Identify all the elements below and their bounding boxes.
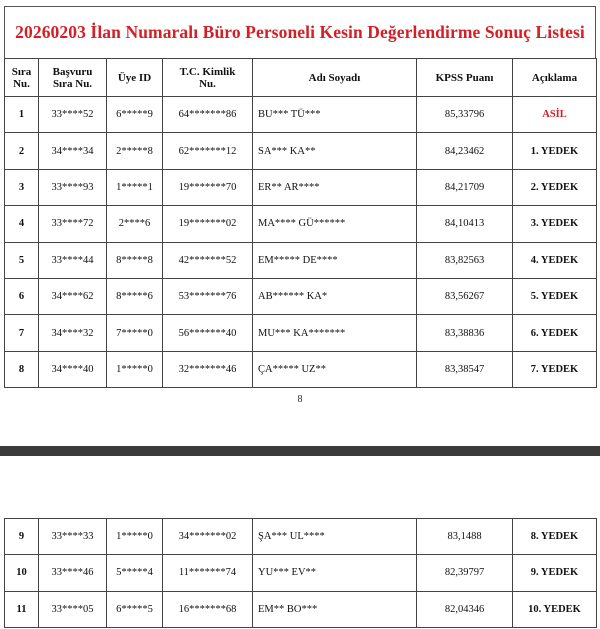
row-basvuru: 34****34 (39, 133, 107, 169)
row-kpss: 83,38836 (417, 315, 513, 351)
row-status: 4. YEDEK (513, 242, 597, 278)
row-uye-id: 6*****9 (107, 97, 163, 133)
row-tc: 19*******02 (163, 206, 253, 242)
row-tc: 64*******86 (163, 97, 253, 133)
row-basvuru: 33****93 (39, 169, 107, 205)
row-number: 7 (5, 315, 39, 351)
header-aciklama: Açıklama (513, 59, 597, 97)
table-header-row (5, 59, 597, 97)
page-number: 8 (297, 394, 303, 405)
document-page-2 (0, 456, 600, 629)
header-sira: Sıra Nu. (5, 59, 39, 97)
row-status: ASİL (513, 97, 597, 133)
row-kpss: 83,38547 (417, 351, 513, 387)
row-basvuru: 33****46 (39, 555, 107, 591)
table-row (5, 97, 597, 133)
row-name: ER** AR**** (253, 169, 417, 205)
row-kpss: 84,10413 (417, 206, 513, 242)
row-status: 3. YEDEK (513, 206, 597, 242)
row-kpss: 82,39797 (417, 555, 513, 591)
row-tc: 42*******52 (163, 242, 253, 278)
table-row (5, 555, 597, 591)
row-status: 10. YEDEK (513, 591, 597, 627)
row-number: 5 (5, 242, 39, 278)
row-kpss: 84,23462 (417, 133, 513, 169)
row-uye-id: 1*****1 (107, 169, 163, 205)
page-title: 20260203 İlan Numaralı Büro Personeli Kesin Değerlendirme Sonuç Listesi (15, 22, 585, 42)
row-status: 9. YEDEK (513, 555, 597, 591)
table-row (5, 206, 597, 242)
row-tc: 34*******02 (163, 519, 253, 555)
row-number: 3 (5, 169, 39, 205)
header-kpss: KPSS Puanı (417, 59, 513, 97)
row-status: 1. YEDEK (513, 133, 597, 169)
row-kpss: 85,33796 (417, 97, 513, 133)
row-number: 1 (5, 97, 39, 133)
row-tc: 62*******12 (163, 133, 253, 169)
results-table-continued (4, 518, 597, 628)
row-basvuru: 33****52 (39, 97, 107, 133)
row-name: MA**** GÜ****** (253, 206, 417, 242)
page-separator (0, 446, 600, 456)
row-uye-id: 8*****6 (107, 278, 163, 314)
row-uye-id: 1*****0 (107, 351, 163, 387)
header-ad-soyad: Adı Soyadı (253, 59, 417, 97)
table-row (5, 278, 597, 314)
results-table (4, 58, 597, 388)
row-kpss: 82,04346 (417, 591, 513, 627)
row-kpss: 83,56267 (417, 278, 513, 314)
row-number: 9 (5, 519, 39, 555)
row-kpss: 83,1488 (417, 519, 513, 555)
row-uye-id: 2****6 (107, 206, 163, 242)
header-basvuru: Başvuru Sıra Nu. (39, 59, 107, 97)
header-tc: T.C. Kimlik Nu. (163, 59, 253, 97)
row-kpss: 84,21709 (417, 169, 513, 205)
table-row (5, 351, 597, 387)
row-basvuru: 33****72 (39, 206, 107, 242)
row-uye-id: 1*****0 (107, 519, 163, 555)
row-number: 10 (5, 555, 39, 591)
table-row (5, 169, 597, 205)
row-name: SA*** KA** (253, 133, 417, 169)
row-basvuru: 33****33 (39, 519, 107, 555)
row-basvuru: 33****44 (39, 242, 107, 278)
row-number: 8 (5, 351, 39, 387)
table-row (5, 315, 597, 351)
row-status: 8. YEDEK (513, 519, 597, 555)
row-name: ŞA*** UL**** (253, 519, 417, 555)
table-row (5, 133, 597, 169)
row-number: 2 (5, 133, 39, 169)
row-uye-id: 6*****5 (107, 591, 163, 627)
row-name: EM** BO*** (253, 591, 417, 627)
header-uye-id: Üye ID (107, 59, 163, 97)
row-tc: 56*******40 (163, 315, 253, 351)
row-number: 4 (5, 206, 39, 242)
row-basvuru: 34****40 (39, 351, 107, 387)
row-name: EM***** DE**** (253, 242, 417, 278)
row-tc: 53*******76 (163, 278, 253, 314)
row-name: BU*** TÜ*** (253, 97, 417, 133)
row-status: 5. YEDEK (513, 278, 597, 314)
row-uye-id: 5*****4 (107, 555, 163, 591)
row-uye-id: 7*****0 (107, 315, 163, 351)
row-tc: 11*******74 (163, 555, 253, 591)
row-basvuru: 34****62 (39, 278, 107, 314)
row-kpss: 83,82563 (417, 242, 513, 278)
row-name: YU*** EV** (253, 555, 417, 591)
row-basvuru: 34****32 (39, 315, 107, 351)
table-row (5, 242, 597, 278)
row-status: 6. YEDEK (513, 315, 597, 351)
row-uye-id: 2*****8 (107, 133, 163, 169)
row-number: 11 (5, 591, 39, 627)
row-status: 7. YEDEK (513, 351, 597, 387)
row-tc: 19*******70 (163, 169, 253, 205)
row-uye-id: 8*****8 (107, 242, 163, 278)
row-status: 2. YEDEK (513, 169, 597, 205)
table-row (5, 591, 597, 627)
row-number: 6 (5, 278, 39, 314)
row-tc: 16*******68 (163, 591, 253, 627)
row-tc: 32*******46 (163, 351, 253, 387)
table-row (5, 519, 597, 555)
row-name: ÇA***** UZ** (253, 351, 417, 387)
title-box (4, 6, 596, 58)
row-name: AB****** KA* (253, 278, 417, 314)
row-basvuru: 33****05 (39, 591, 107, 627)
row-name: MU*** KA******* (253, 315, 417, 351)
